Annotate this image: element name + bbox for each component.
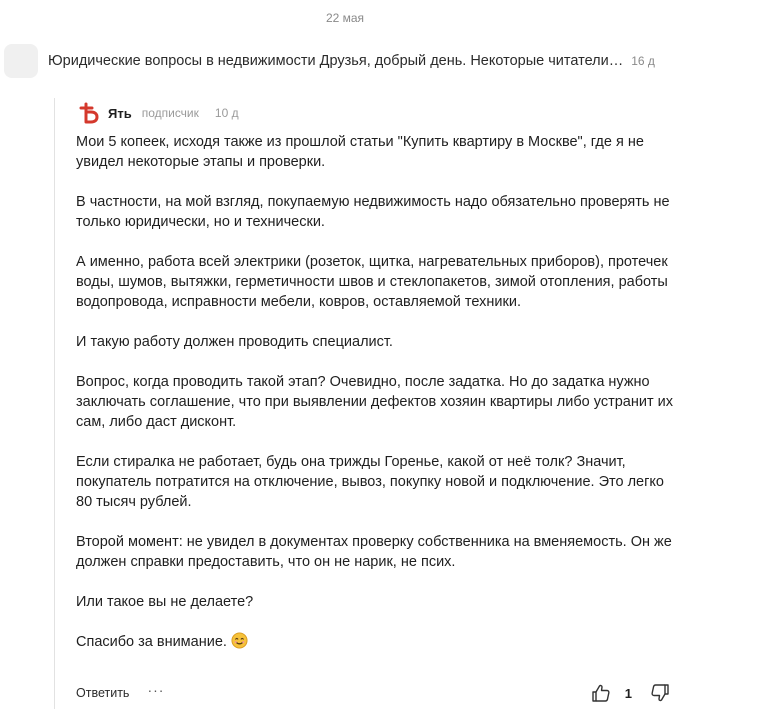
reply-button[interactable]: Ответить — [76, 686, 130, 700]
dislike-button[interactable] — [650, 683, 670, 703]
comment-paragraph: И такую работу должен проводить специалист. — [76, 334, 393, 350]
comment-paragraph: А именно, работа всей электрики (розеток, щитка, нагревательных приборов), протечек воды, шумов, вытяжки, герметичности швов и стеклопакетов, зимой отопления, работы водопровода, исправности мебели, ковров, оставляемой техники. — [76, 254, 668, 310]
like-count: 1 — [624, 685, 632, 701]
author-badge: подписчик — [141, 106, 199, 120]
comment-paragraph: В частности, на мой взгляд, покупаемую недвижимость надо обязательно проверять не только юридически, но и технически. — [76, 194, 670, 230]
comment-paragraph: Или такое вы не делаете? — [76, 594, 254, 610]
comment-paragraph: Мои 5 копеек, исходя также из прошлой статьи "Купить квартиру в Москве", где я не увидел некоторые этапы и проверки. — [76, 134, 644, 170]
comment-time: 10 д — [214, 106, 239, 120]
comment-header — [76, 98, 676, 128]
thumbs-down-icon — [650, 683, 670, 703]
yat-letter-logo-icon — [77, 102, 99, 124]
date-separator: 22 мая — [325, 11, 365, 25]
thread-preview-text[interactable]: Юридические вопросы в недвижимости Друзья, добрый день. Некоторые читатели… — [48, 53, 624, 69]
comment-paragraph: Вопрос, когда проводить такой этап? Очевидно, после задатка. Но до задатка нужно заключать соглашение, что при выявлении дефектов хозяин квартиры либо устранит их сам, либо даст дисконт. — [76, 374, 673, 430]
comment-paragraph-last — [76, 632, 676, 655]
thread-avatar — [4, 44, 38, 78]
like-button[interactable] — [591, 683, 611, 703]
parent-thread-item[interactable] — [4, 44, 694, 78]
smiling-face-icon — [231, 632, 248, 655]
thread-time: 16 д — [631, 54, 655, 68]
comment-paragraph: Второй момент: не увидел в документах проверку собственника на вменяемость. Он же должен справки предоставить, что он не нарик, не псих. — [76, 534, 672, 570]
comment-paragraph-text: Спасибо за внимание. — [76, 634, 227, 650]
comment-paragraph: Если стиралка не работает, будь она трижды Горенье, какой от неё толк? Значит, покупатель потратится на отключение, вывоз, покупку новой и подключение. Это легко 80 тысяч рублей. — [76, 454, 664, 510]
comment — [76, 98, 676, 655]
reply-thread-line — [54, 98, 55, 709]
thumbs-up-icon — [591, 683, 611, 703]
author-avatar[interactable] — [76, 101, 100, 125]
comment-actions — [76, 683, 670, 703]
more-dots-icon[interactable]: ··· — [147, 682, 165, 698]
author-name[interactable]: Ять — [108, 105, 132, 121]
comment-body — [76, 132, 676, 655]
